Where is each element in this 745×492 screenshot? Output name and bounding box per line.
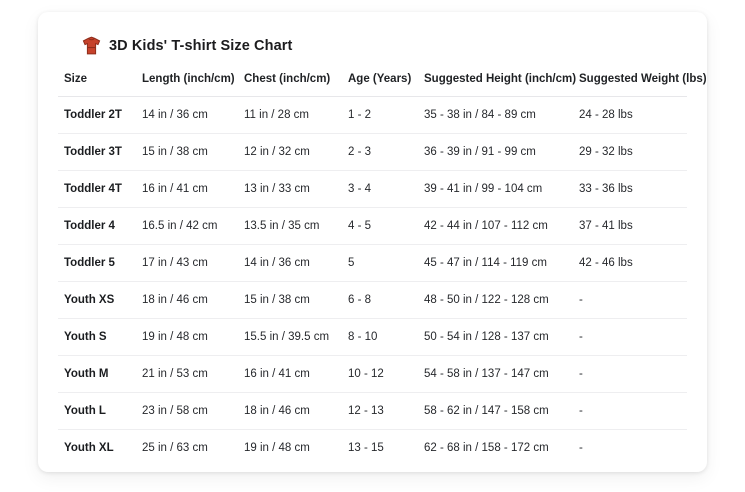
column-header-height: Suggested Height (inch/cm) — [424, 73, 579, 97]
cell-height: 35 - 38 in / 84 - 89 cm — [424, 97, 579, 134]
cell-length: 14 in / 36 cm — [142, 97, 244, 134]
cell-age: 6 - 8 — [348, 282, 424, 319]
cell-chest: 13 in / 33 cm — [244, 171, 348, 208]
cell-age: 12 - 13 — [348, 393, 424, 430]
cell-weight: - — [579, 442, 583, 454]
cell-height: 36 - 39 in / 91 - 99 cm — [424, 134, 579, 171]
cell-chest: 16 in / 41 cm — [244, 356, 348, 393]
cell-height: 39 - 41 in / 99 - 104 cm — [424, 171, 579, 208]
table-row — [58, 208, 687, 245]
cell-weight: 42 - 46 lbs — [579, 245, 687, 282]
tshirt-icon — [82, 36, 101, 56]
cell-chest: 15 in / 38 cm — [244, 282, 348, 319]
cell-chest: 19 in / 48 cm — [244, 442, 310, 454]
cell-weight: - — [579, 356, 687, 393]
cell-size: Toddler 2T — [58, 97, 142, 134]
cell-chest: 15.5 in / 39.5 cm — [244, 319, 348, 356]
cell-weight: 37 - 41 lbs — [579, 208, 687, 245]
cell-length: 25 in / 63 cm — [142, 442, 208, 454]
cell-size: Toddler 4T — [58, 171, 142, 208]
cell-age: 8 - 10 — [348, 319, 424, 356]
cell-height: 48 - 50 in / 122 - 128 cm — [424, 282, 579, 319]
cell-height: 58 - 62 in / 147 - 158 cm — [424, 393, 579, 430]
cell-weight: 29 - 32 lbs — [579, 134, 687, 171]
column-header-size: Size — [58, 73, 142, 97]
cell-size: Toddler 3T — [58, 134, 142, 171]
cell-age: 1 - 2 — [348, 97, 424, 134]
cell-chest: 11 in / 28 cm — [244, 97, 348, 134]
table-row — [58, 171, 687, 208]
cell-size: Toddler 5 — [58, 245, 142, 282]
column-header-weight: Suggested Weight (lbs) — [579, 73, 687, 97]
cell-age: 5 — [348, 245, 424, 282]
cell-length: 16.5 in / 42 cm — [142, 208, 244, 245]
cell-age: 13 - 15 — [348, 442, 384, 454]
cell-length: 17 in / 43 cm — [142, 245, 244, 282]
cell-size: Toddler 4 — [58, 208, 142, 245]
cell-size: Youth XL — [64, 442, 114, 454]
cell-chest: 18 in / 46 cm — [244, 393, 348, 430]
cell-length: 18 in / 46 cm — [142, 282, 244, 319]
cell-height: 50 - 54 in / 128 - 137 cm — [424, 319, 579, 356]
table-row — [58, 393, 687, 430]
table-header — [58, 73, 707, 97]
cell-age: 2 - 3 — [348, 134, 424, 171]
cell-age: 10 - 12 — [348, 356, 424, 393]
cell-weight: - — [579, 319, 687, 356]
cell-height: 42 - 44 in / 107 - 112 cm — [424, 208, 579, 245]
cell-size: Youth L — [58, 393, 142, 430]
cell-length: 23 in / 58 cm — [142, 393, 244, 430]
cell-length: 21 in / 53 cm — [142, 356, 244, 393]
cell-weight: - — [579, 393, 687, 430]
cell-weight: 33 - 36 lbs — [579, 171, 687, 208]
cell-chest: 12 in / 32 cm — [244, 134, 348, 171]
table-row — [58, 97, 687, 134]
size-chart-card — [38, 12, 707, 472]
cell-chest: 13.5 in / 35 cm — [244, 208, 348, 245]
column-header-chest: Chest (inch/cm) — [244, 73, 348, 97]
table-body — [58, 97, 687, 467]
size-chart-table — [58, 73, 707, 466]
cell-size: Youth XS — [58, 282, 142, 319]
chart-header — [38, 12, 707, 60]
table-row — [58, 319, 687, 356]
cell-height: 54 - 58 in / 137 - 147 cm — [424, 356, 579, 393]
table-row — [58, 356, 687, 393]
cell-height: 45 - 47 in / 114 - 119 cm — [424, 245, 579, 282]
table-row — [58, 134, 687, 171]
table-row — [58, 282, 687, 319]
column-header-age: Age (Years) — [348, 73, 424, 97]
cell-age: 3 - 4 — [348, 171, 424, 208]
cell-size: Youth M — [58, 356, 142, 393]
cell-length: 15 in / 38 cm — [142, 134, 244, 171]
cell-weight: 24 - 28 lbs — [579, 97, 687, 134]
table-row — [58, 245, 687, 282]
cell-chest: 14 in / 36 cm — [244, 245, 348, 282]
cell-length: 16 in / 41 cm — [142, 171, 244, 208]
cell-size: Youth S — [58, 319, 142, 356]
table-row — [58, 430, 687, 467]
column-header-length: Length (inch/cm) — [142, 73, 244, 97]
cell-height: 62 - 68 in / 158 - 172 cm — [424, 442, 549, 454]
cell-weight: - — [579, 282, 687, 319]
table-header-row — [58, 73, 687, 97]
cell-length: 19 in / 48 cm — [142, 319, 244, 356]
cell-age: 4 - 5 — [348, 208, 424, 245]
page-title: 3D Kids' T-shirt Size Chart — [109, 38, 293, 54]
